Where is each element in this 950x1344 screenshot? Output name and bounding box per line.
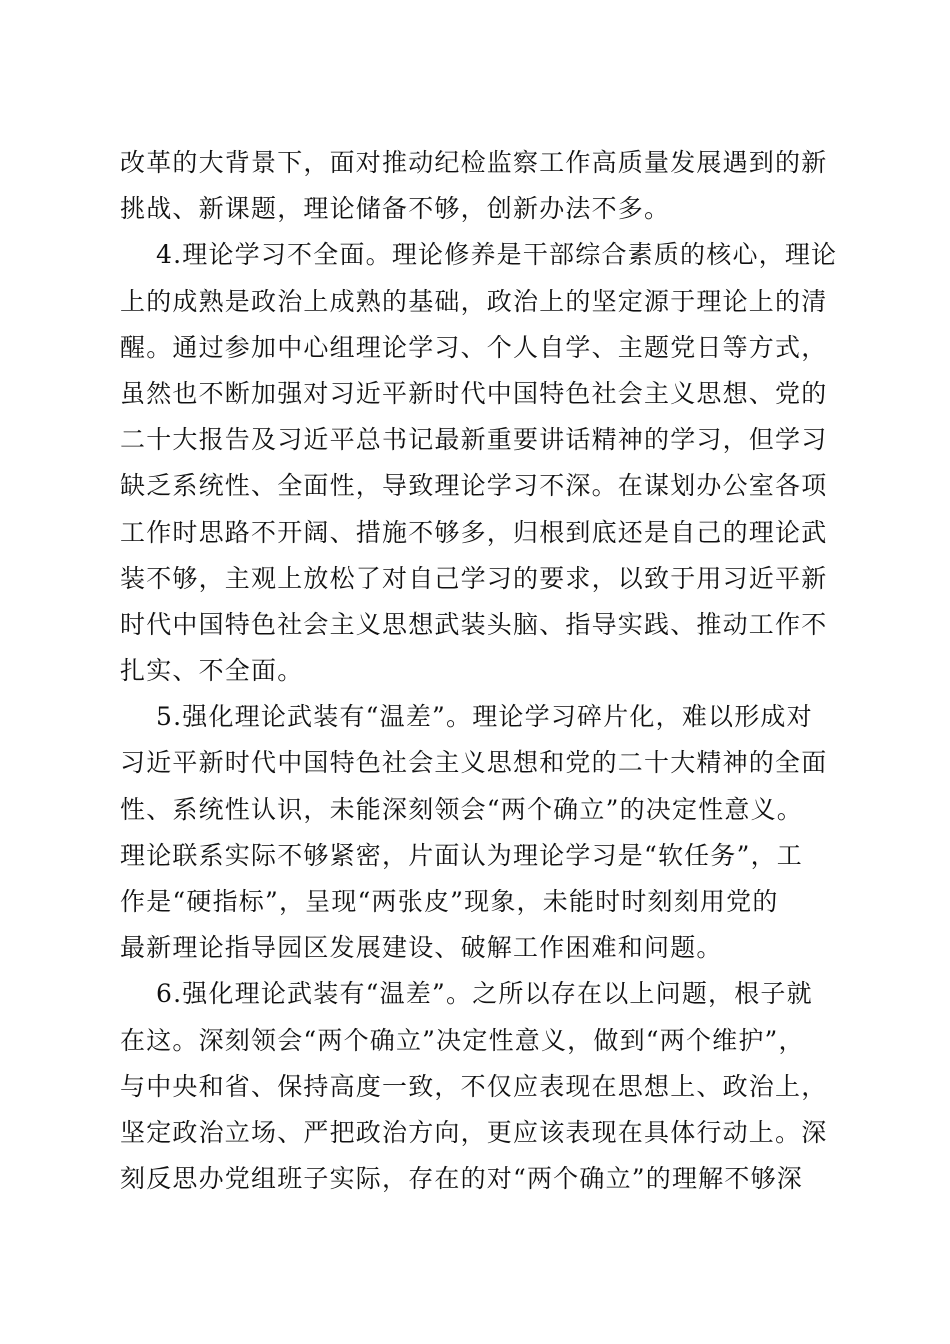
text-line: 与中央和省、保持高度一致，不仅应表现在思想上、政治上， xyxy=(120,1071,828,1101)
text-line: 时代中国特色社会主义思想武装头脑、指导实践、推动工作不 xyxy=(120,609,828,639)
text-line: 上的成熟是政治上成熟的基础，政治上的坚定源于理论上的清 xyxy=(120,286,828,316)
text-line: 最新理论指导园区发展建设、破解工作困难和问题。 xyxy=(120,933,723,963)
text-line: 作是“硬指标”，呈现“两张皮”现象，未能时时刻刻用党的 xyxy=(120,887,779,916)
paragraph-start-line: 6.强化理论武装有“温差”。之所以存在以上问题，根子就 xyxy=(156,979,813,1009)
text-line: 在这。深刻领会“两个确立”决定性意义，做到“两个维护”， xyxy=(120,1025,805,1055)
text-line: 挑战、新课题，理论储备不够，创新办法不多。 xyxy=(120,194,671,224)
text-line: 虽然也不断加强对习近平新时代中国特色社会主义思想、党的 xyxy=(120,378,828,408)
text-line: 装不够，主观上放松了对自己学习的要求，以致于用习近平新 xyxy=(120,563,828,593)
text-line: 缺乏系统性、全面性，导致理论学习不深。在谋划办公室各项 xyxy=(120,471,828,501)
text-line: 改革的大背景下，面对推动纪检监察工作高质量发展遇到的新 xyxy=(120,148,828,177)
text-line: 习近平新时代中国特色社会主义思想和党的二十大精神的全面 xyxy=(120,748,828,778)
text-line: 理论联系实际不够紧密，片面认为理论学习是“软任务”，工 xyxy=(120,840,803,870)
text-line: 坚定政治立场、严把政治方向，更应该表现在具体行动上。深 xyxy=(120,1117,828,1147)
text-line: 二十大报告及习近平总书记最新重要讲话精神的学习，但学习 xyxy=(120,425,828,455)
text-line: 工作时思路不开阔、措施不够多，归根到底还是自己的理论武 xyxy=(120,517,828,547)
paragraph-start-line: 5.强化理论武装有“温差”。理论学习碎片化，难以形成对 xyxy=(156,702,813,732)
document-body xyxy=(120,140,838,1202)
paragraph-start-line: 4.理论学习不全面。理论修养是干部综合素质的核心，理论 xyxy=(156,240,838,270)
text-line: 扎实、不全面。 xyxy=(120,656,304,686)
text-line: 醒。通过参加中心组理论学习、个人自学、主题党日等方式， xyxy=(120,332,828,362)
text-line: 刻反思办党组班子实际，存在的对“两个确立”的理解不够深 xyxy=(120,1164,803,1194)
text-line: 性、系统性认识，未能深刻领会“两个确立”的决定性意义。 xyxy=(120,794,803,824)
